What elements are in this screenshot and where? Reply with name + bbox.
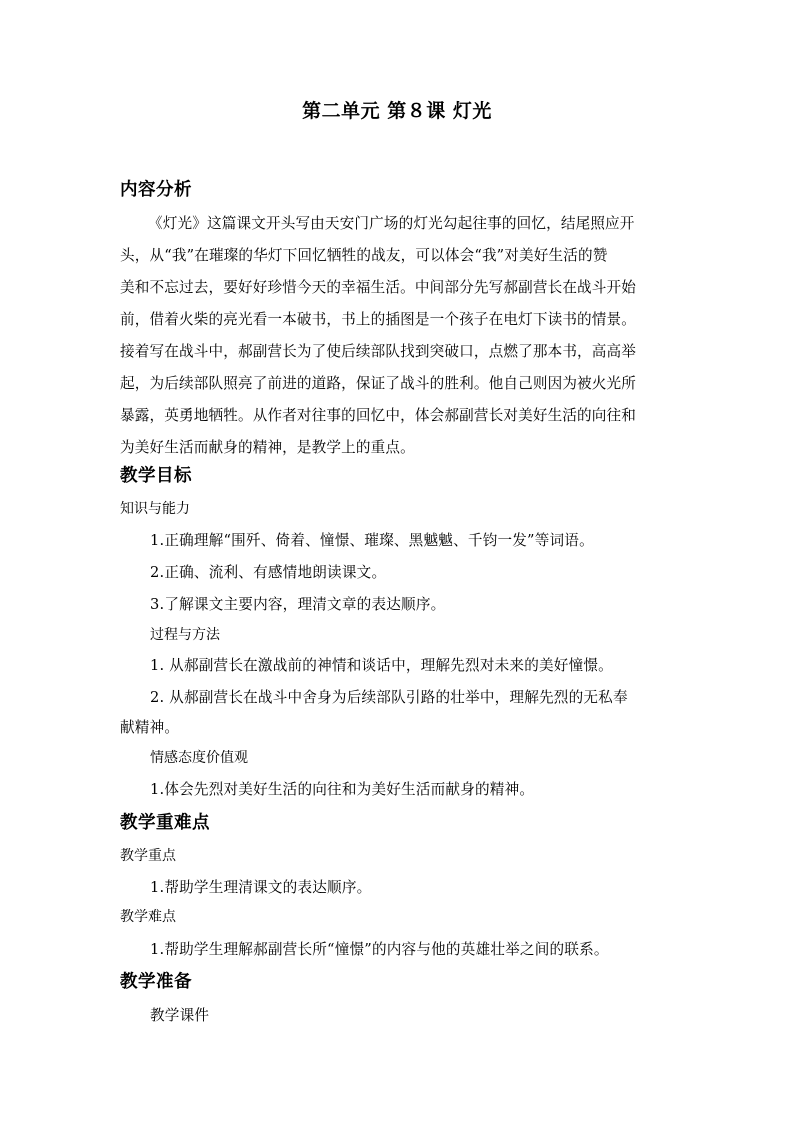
paragraph-line: 前，借着火柴的亮光看一本破书，书上的插图是一个孩子在电灯下读书的情景。 (120, 311, 637, 328)
paragraph-line: 《灯光》这篇课文开头写由天安门广场的灯光勾起往事的回忆，结尾照应开 (148, 215, 635, 232)
subheading-emotion: 情感态度价值观 (150, 750, 248, 766)
paragraph-line: 美和不忘过去，要好好珍惜今天的幸福生活。中间部分先写郝副营长在战斗开始 (120, 279, 637, 296)
page-title: 第二单元 第８课 灯光 (302, 100, 492, 122)
section-heading-preparation: 教学准备 (120, 972, 192, 992)
list-item: 2.正确、流利、有感情地朗读课文。 (150, 564, 387, 581)
list-item-continuation: 献精神。 (120, 719, 180, 736)
subheading-process: 过程与方法 (150, 627, 220, 643)
list-item: 1.正确理解“围歼、倚着、憧憬、璀璨、黑魆魆、千钧一发”等词语。 (150, 532, 594, 549)
list-item: 1.帮助学生理解郝副营长所“憧憬”的内容与他的英雄壮举之间的联系。 (150, 941, 609, 958)
subheading-key-point: 教学重点 (120, 848, 176, 864)
subheading-knowledge: 知识与能力 (120, 501, 190, 517)
paragraph-line: 头，从“我”在璀璨的华灯下回忆牺牲的战友，可以体会“我”对美好生活的赞 (120, 247, 608, 264)
paragraph-line: 起，为后续部队照亮了前进的道路，保证了战斗的胜利。他自己则因为被火光所 (120, 375, 637, 392)
list-item: 1.体会先烈对美好生活的向往和为美好生活而献身的精神。 (150, 781, 535, 798)
list-item: 2. 从郝副营长在战斗中舍身为后续部队引路的壮举中，理解先烈的无私奉 (150, 689, 628, 706)
list-item: 1. 从郝副营长在激战前的神情和谈话中，理解先烈对未来的美好憧憬。 (150, 657, 613, 674)
section-heading-content-analysis: 内容分析 (120, 180, 192, 200)
section-heading-key-difficult: 教学重难点 (120, 813, 210, 833)
paragraph-line: 暴露，英勇地牺牲。从作者对往事的回忆中，体会郝副营长对美好生活的向往和 (120, 407, 637, 424)
subheading-difficult-point: 教学难点 (120, 909, 176, 925)
paragraph-line: 接着写在战斗中，郝副营长为了使后续部队找到突破口，点燃了那本书，高高举 (120, 343, 637, 360)
list-item: 教学课件 (150, 1007, 210, 1024)
section-heading-teaching-goals: 教学目标 (120, 466, 192, 486)
list-item: 1.帮助学生理清课文的表达顺序。 (150, 879, 372, 896)
paragraph-line: 为美好生活而献身的精神，是教学上的重点。 (120, 439, 415, 456)
list-item: 3.了解课文主要内容，理清文章的表达顺序。 (150, 596, 446, 613)
